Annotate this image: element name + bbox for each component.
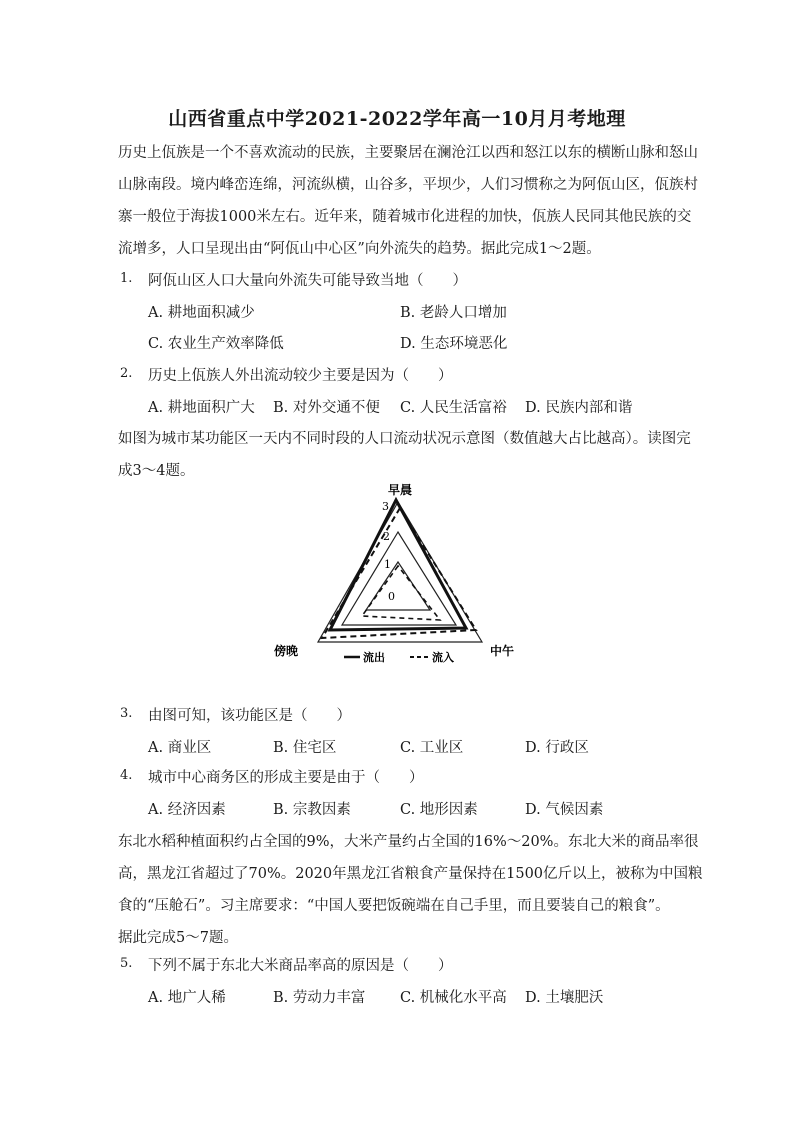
question-stem: 历史上佤族人外出流动较少主要是因为（ ） [148,368,453,384]
option-b[interactable]: B. 对外交通不便 [273,400,380,416]
option-a[interactable]: A. 经济因素 [148,802,226,818]
option-d[interactable]: D. 土壤肥沃 [525,990,604,1006]
passage-line: 食的“压舱石”。习主席要求：“中国人要把饭碗端在自己手里，而且要装自己的粮食”。 [118,898,670,914]
label-noon: 中午 [490,644,515,658]
passage-line: 据此完成5～7题。 [118,930,238,946]
passage-line: 寨一般位于海拔1000米左右。近年来，随着城市化进程的加快，佤族人民同其他民族的交 [118,209,692,225]
option-c[interactable]: C. 地形因素 [400,802,478,818]
triangle-3 [318,502,482,642]
legend-out-label: 流出 [363,651,385,664]
question-stem: 下列不属于东北大米商品率高的原因是（ ） [148,958,453,974]
option-a[interactable]: A. 商业区 [148,740,212,756]
passage-line: 如图为城市某功能区一天内不同时段的人口流动状况示意图（数值越大占比越高）。读图完 [118,431,691,447]
tick-0: 0 [388,590,395,603]
option-b[interactable]: B. 宗教因素 [273,802,351,818]
question-number: 3. [120,706,133,721]
population-flow-diagram [270,480,530,665]
option-d[interactable]: D. 行政区 [525,740,589,756]
tick-1: 1 [384,558,391,571]
option-d[interactable]: D. 气候因素 [525,802,604,818]
question-number: 2. [120,366,133,381]
passage-line: 流增多，人口呈现出由“阿佤山中心区”向外流失的趋势。据此完成1～2题。 [118,241,601,257]
option-a[interactable]: A. 地广人稀 [148,990,226,1006]
question-number: 5. [120,956,133,971]
passage-line: 历史上佤族是一个不喜欢流动的民族，主要聚居在澜沧江以西和怒江以东的横断山脉和怒山 [118,145,698,161]
option-c[interactable]: C. 机械化水平高 [400,990,507,1006]
option-c[interactable]: C. 人民生活富裕 [400,400,507,416]
inflow-inner-line [362,566,440,620]
option-a[interactable]: A. 耕地面积减少 [148,305,255,321]
option-b[interactable]: B. 老龄人口增加 [400,305,507,321]
tick-3: 3 [382,500,389,513]
option-a[interactable]: A. 耕地面积广大 [148,400,255,416]
question-stem: 由图可知，该功能区是（ ） [148,708,351,724]
option-c[interactable]: C. 工业区 [400,740,464,756]
option-d[interactable]: D. 民族内部和谐 [525,400,633,416]
page-title: 山西省重点中学2021-2022学年高一10月月考地理 [168,108,626,130]
passage-line: 山脉南段。境内峰峦连绵，河流纵横，山谷多，平坝少，人们习惯称之为阿佤山区，佤族村 [118,177,698,193]
passage-line: 高，黑龙江省超过了70%。2020年黑龙江省粮食产量保持在1500亿斤以上，被称为中国粮 [118,866,703,882]
option-b[interactable]: B. 劳动力丰富 [273,990,366,1006]
label-morning: 早晨 [388,483,413,497]
question-number: 1. [120,271,133,286]
question-stem: 阿佤山区人口大量向外流失可能导致当地（ ） [148,273,467,289]
question-number: 4. [120,768,133,783]
tick-2: 2 [383,530,390,543]
passage-line: 东北水稻种植面积约占全国的9%，大米产量约占全国的16%～20%。东北大米的商品率很 [118,834,699,850]
question-stem: 城市中心商务区的形成主要是由于（ ） [148,770,424,786]
option-b[interactable]: B. 住宅区 [273,740,337,756]
option-c[interactable]: C. 农业生产效率降低 [148,336,284,352]
inflow-line [322,508,476,638]
option-d[interactable]: D. 生态环境恶化 [400,336,508,352]
legend-in-label: 流入 [432,651,454,664]
label-evening: 傍晚 [274,644,299,658]
passage-line: 成3～4题。 [118,463,195,479]
